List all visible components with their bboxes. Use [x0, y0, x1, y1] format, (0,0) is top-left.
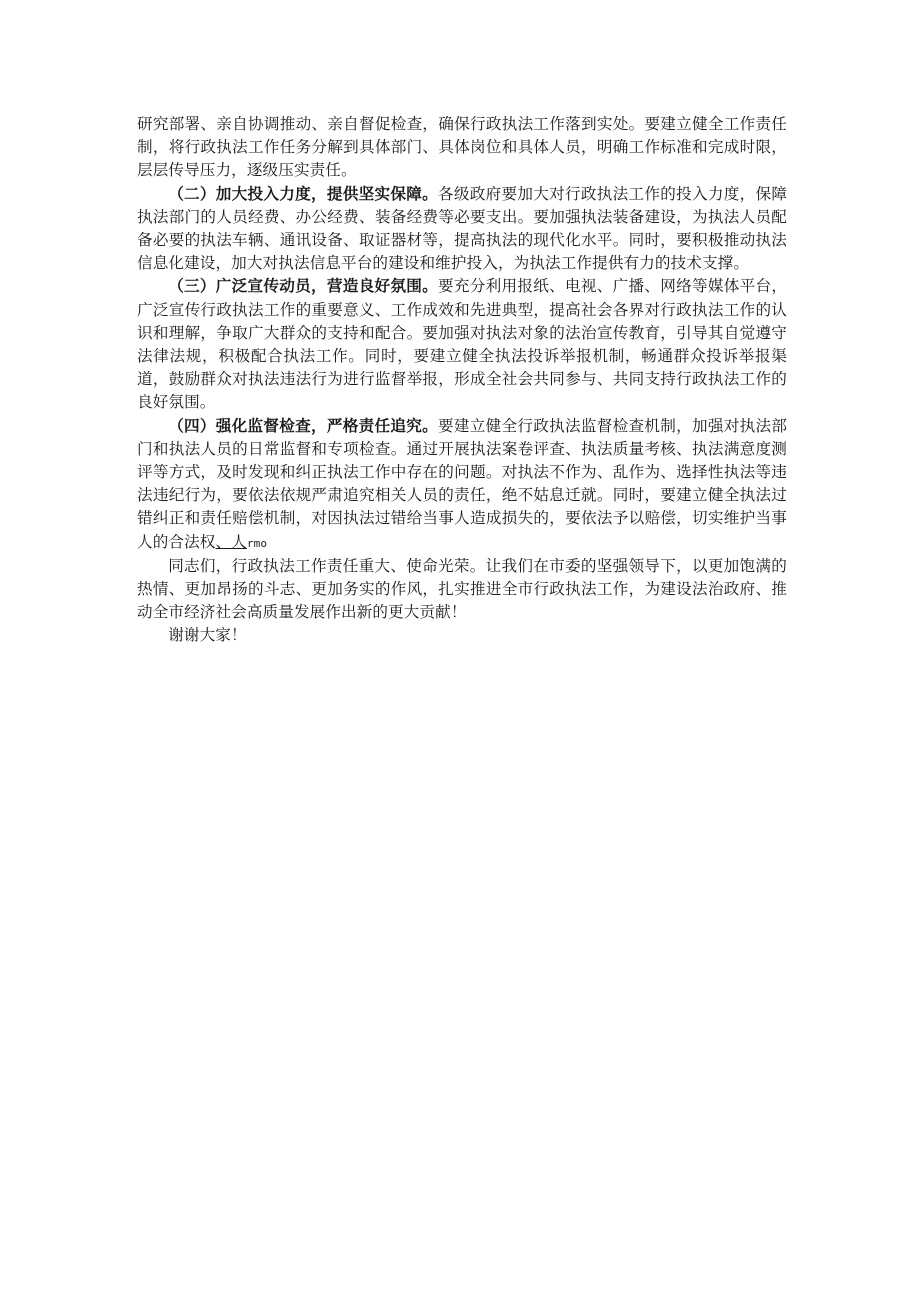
paragraph-publicity: [137, 275, 787, 414]
underlined-fragment: 、人: [215, 532, 247, 551]
paragraph-investment: [137, 183, 787, 276]
garbled-fragment: rmo: [246, 536, 268, 550]
paragraph-continuation: 研究部署、亲自协调推动、亲自督促检查，确保行政执法工作落到实处。要建立健全工作责任制，将行政执法工作任务分解到具体部门、具体岗位和具体人员，明确工作标准和完成时限，层层传导压力，逐级压实责任。: [137, 115, 787, 180]
paragraph-supervision: [137, 415, 787, 555]
section-heading-two: （二）加大投入力度，提供坚实保障。: [168, 184, 439, 203]
section-heading-four: （四）强化监督检查，严格责任追究。: [168, 416, 439, 435]
paragraph-thanks: 谢谢大家！: [168, 626, 247, 645]
section-heading-three: （三）广泛宣传动员，营造良好氛围。: [168, 277, 439, 296]
paragraph-body: 要充分利用报纸、电视、广播、网络等媒体平台，广泛宣传行政执法工作的重要意义、工作成效和先进典型，提高社会各界对行政执法工作的认识和理解，争取广大群众的支持和配合。要加强对执法对象的法治宣传教育，引导其自觉遵守法律法规，积极配合执法工作。同时，要建立健全执法投诉举报机制，畅通群众投诉举报渠道，鼓励群众对执法违法行为进行监督举报，形成全社会共同参与、共同支持行政执法工作的良好氛围。: [137, 277, 788, 412]
paragraph-closing: 同志们，行政执法工作责任重大、使命光荣。让我们在市委的坚强领导下，以更加饱满的热情、更加昂扬的斗志、更加务实的作风，扎实推进全市行政执法工作，为建设法治政府、推动全市经济社会高质量发展作出新的更大贡献！: [137, 556, 787, 622]
paragraph-body: 要建立健全行政执法监督检查机制，加强对执法部门和执法人员的日常监督和专项检查。通过开展执法案卷评查、执法质量考核、执法满意度测评等方式，及时发现和纠正执法工作中存在的问题。对执法不作为、乱作为、选择性执法等违法违纪行为，要依法依规严肃追究相关人员的责任，绝不姑息迁就。同时，要建立健全执法过错纠正和责任赔偿机制，对因执法过错给当事人造成损失的，要依法予以赔偿，切实维护当事人的合法权: [137, 416, 788, 551]
paragraph-body: 各级政府要加大对行政执法工作的投入力度，保障执法部门的人员经费、办公经费、装备经费等必要支出。要加强执法装备建设，为执法人员配备必要的执法车辆、通讯设备、取证器材等，提高执法的现代化水平。同时，要积极推动执法信息化建设，加大对执法信息平台的建设和维护投入，为执法工作提供有力的技术支撑。: [137, 184, 788, 273]
document-page: [137, 113, 787, 648]
